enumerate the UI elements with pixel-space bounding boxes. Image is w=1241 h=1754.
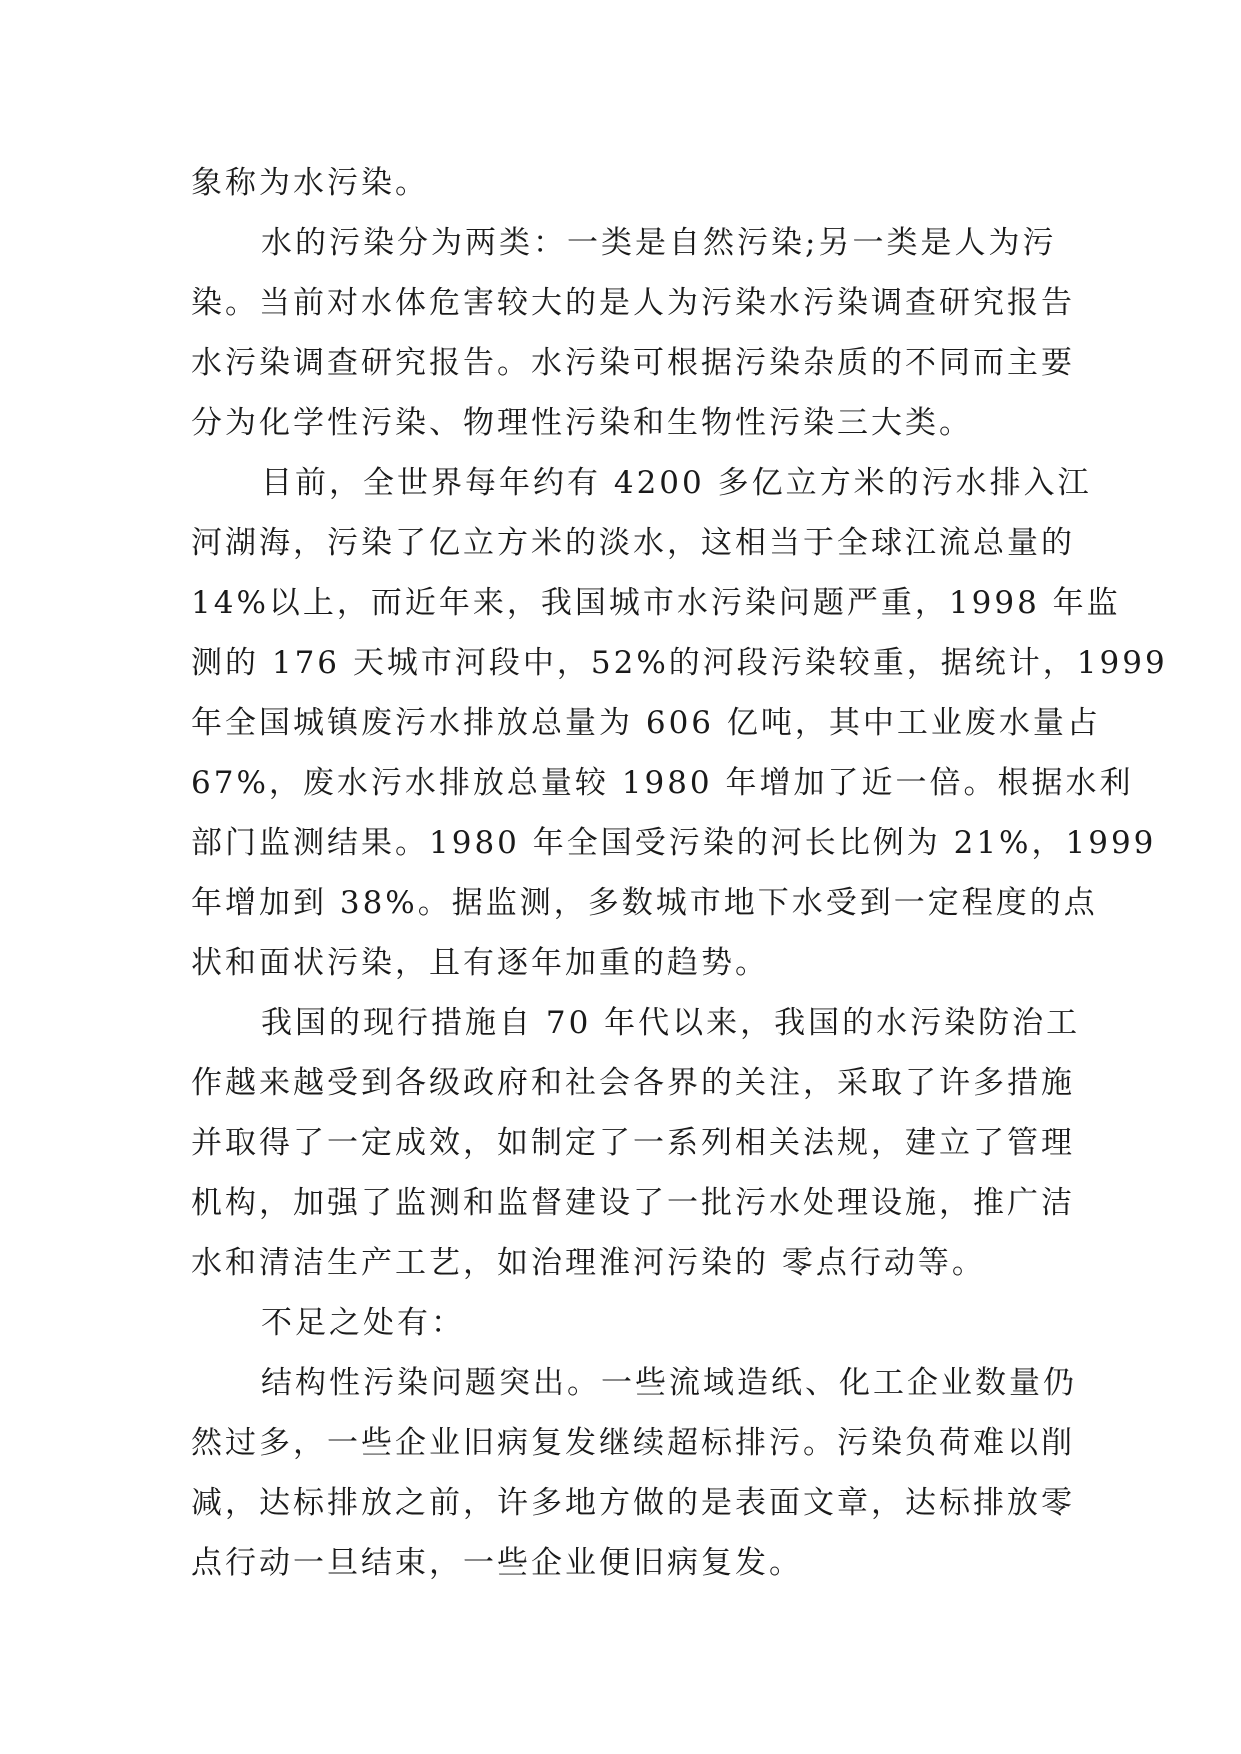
paragraph [191, 213, 1075, 453]
text-line: 年增加到 38%。据监测，多数城市地下水受到一定程度的点 [191, 885, 1098, 921]
text-line: 并取得了一定成效，如制定了一系列相关法规，建立了管理 [191, 1125, 1075, 1161]
text-line: 结构性污染问题突出。一些流域造纸、化工企业数量仍 [261, 1365, 1077, 1401]
paragraph [191, 153, 1051, 213]
text-line: 测的 176 天城市河段中，52%的河段污染较重，据统计，1999 [191, 645, 1168, 681]
text-line: 年全国城镇废污水排放总量为 606 亿吨，其中工业废水量占 [191, 705, 1101, 741]
text-line: 作越来越受到各级政府和社会各界的关注，采取了许多措施 [191, 1065, 1075, 1101]
paragraph [191, 453, 1168, 993]
text-line: 部门监测结果。1980 年全国受污染的河长比例为 21%，1999 [191, 825, 1157, 861]
text-line: 水污染调查研究报告。水污染可根据污染杂质的不同而主要 [191, 345, 1075, 381]
text-line: 机构，加强了监测和监督建设了一批污水处理设施，推广洁 [191, 1185, 1075, 1221]
paragraph [191, 1293, 1051, 1353]
text-line: 点行动一旦结束，一些企业便旧病复发。 [191, 1545, 803, 1581]
text-line: 我国的现行措施自 70 年代以来，我国的水污染防治工 [261, 1005, 1081, 1041]
paragraph [191, 993, 1081, 1293]
text-line: 14%以上，而近年来，我国城市水污染问题严重，1998 年监 [191, 585, 1121, 621]
text-line: 象称为水污染。 [191, 165, 429, 201]
text-line: 目前，全世界每年约有 4200 多亿立方米的污水排入江 [261, 465, 1092, 501]
document-body [191, 153, 1168, 1593]
text-line: 染。当前对水体危害较大的是人为污染水污染调查研究报告 [191, 285, 1075, 321]
text-line: 状和面状污染，且有逐年加重的趋势。 [191, 945, 769, 981]
text-line: 水和清洁生产工艺，如治理淮河污染的 零点行动等。 [191, 1245, 986, 1281]
text-line: 分为化学性污染、物理性污染和生物性污染三大类。 [191, 405, 973, 441]
text-line: 然过多，一些企业旧病复发继续超标排污。污染负荷难以削 [191, 1425, 1075, 1461]
text-line: 减，达标排放之前，许多地方做的是表面文章，达标排放零 [191, 1485, 1075, 1521]
text-line: 不足之处有： [261, 1305, 465, 1341]
text-line: 河湖海，污染了亿立方米的淡水，这相当于全球江流总量的 [191, 525, 1075, 561]
text-line: 67%，废水污水排放总量较 1980 年增加了近一倍。根据水利 [191, 765, 1134, 801]
text-line: 水的污染分为两类：一类是自然污染;另一类是人为污 [261, 225, 1057, 261]
paragraph [191, 1353, 1077, 1593]
